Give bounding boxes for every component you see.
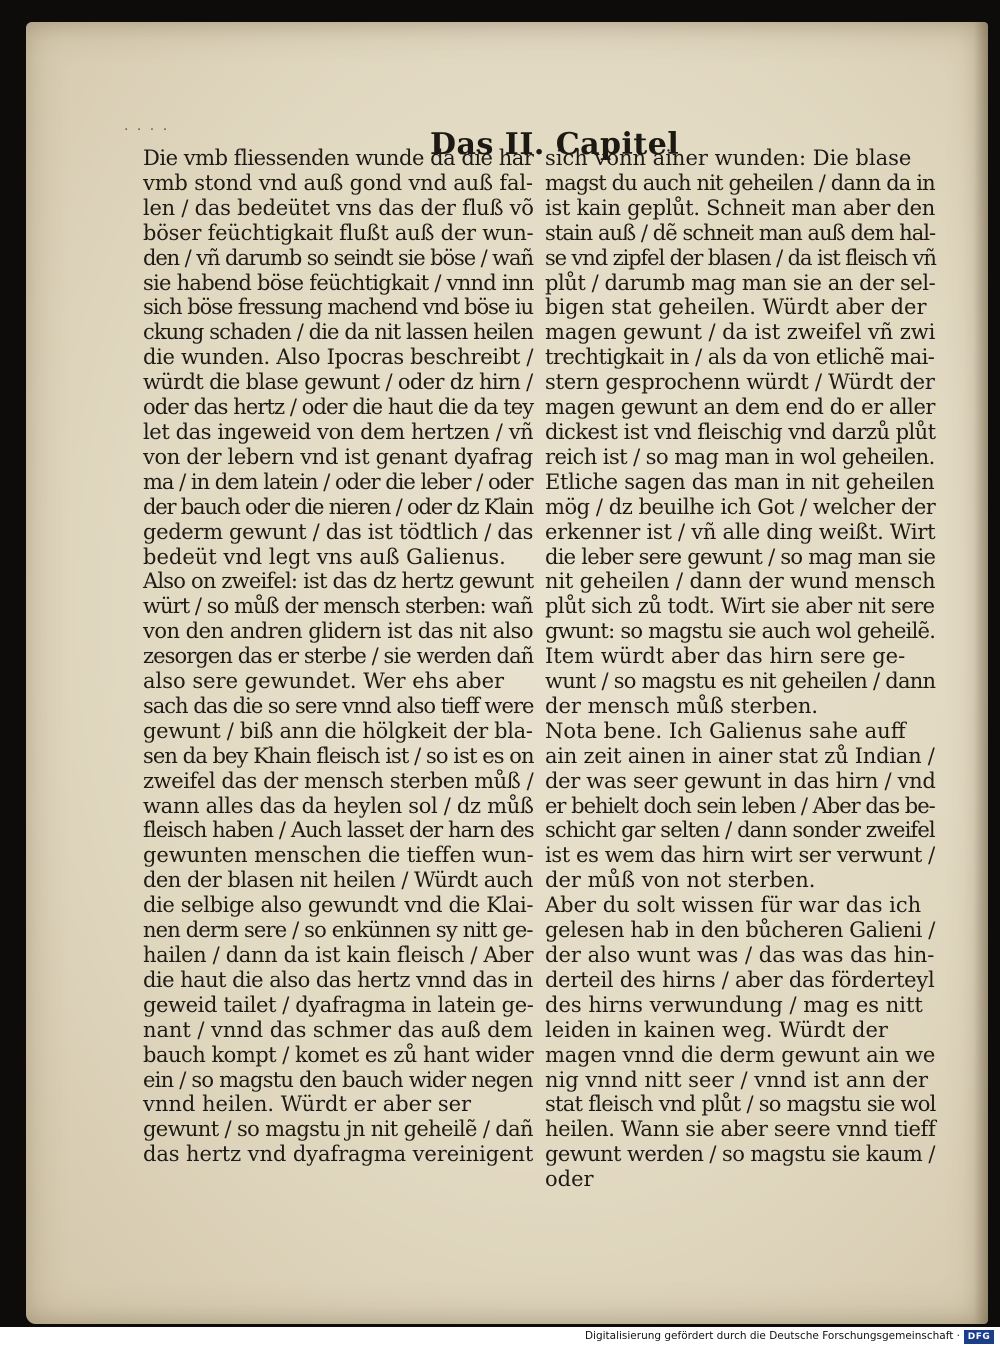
text-line: Also on zweifel: ist das dz hertz gewunt bbox=[143, 569, 534, 594]
text-line: stern gesprochenn würdt / Würdt der bbox=[545, 370, 935, 395]
text-line: let das ingeweid von dem hertzen / vñ bbox=[143, 419, 534, 444]
text-line: geweid tailet / dyafragma in latein ge- bbox=[143, 992, 534, 1017]
text-line: magen gewunt / da ist zweifel vñ zwi bbox=[545, 320, 936, 345]
text-line: ckung schaden / die da nit lassen heilen bbox=[143, 320, 534, 345]
text-line: den / vñ darumb so seindt sie böse / wañ bbox=[143, 245, 533, 270]
text-line: Item würdt aber das hirn sere ge- bbox=[545, 644, 906, 669]
text-line: der also wunt was / das was das hin- bbox=[545, 943, 935, 967]
text-line: die wunden. Also Ipocras beschreibt / bbox=[143, 345, 534, 370]
funding-credit: Digitalisierung gefördert durch die Deutsche Forschungsgemeinschaft · bbox=[584, 1330, 960, 1342]
text-line: die leber sere gewunt / so mag man sie bbox=[545, 544, 936, 569]
text-line: Die vmb fliessenden wunde da die har bbox=[143, 146, 534, 170]
text-line: ain zeit ainen in ainer stat zů Indian / bbox=[545, 743, 935, 768]
text-line: gewunt / so magstu jn nit geheilẽ / dañ bbox=[143, 1117, 533, 1142]
text-line: plůt / darumb mag man sie an der sel- bbox=[545, 270, 936, 295]
text-line: Etliche sagen das man in nit geheilen bbox=[545, 469, 935, 494]
text-line: des hirns verwundung / mag es nitt bbox=[545, 992, 923, 1017]
text-line: oder das hertz / oder die haut die da tey bbox=[143, 395, 534, 420]
text-line: nig vnnd nitt seer / vnnd ist ann der bbox=[545, 1067, 929, 1092]
text-line: gewunten menschen die tieffen wun- bbox=[143, 843, 534, 868]
text-line: schicht gar selten / dann sonder zweifel bbox=[545, 818, 935, 843]
text-line: bedeüt vnd legt vns auß Galienus. bbox=[143, 544, 506, 569]
text-line: se vnd zipfel der blasen / da ist fleisch vñ bbox=[545, 245, 936, 270]
text-line: stat fleisch vnd plůt / so magstu sie wol bbox=[545, 1092, 936, 1117]
text-line: das hertz vnd dyafragma vereinigent bbox=[143, 1142, 534, 1167]
text-line: der bauch oder die nieren / oder dz Klain bbox=[143, 494, 533, 519]
dfg-logo: DFG bbox=[964, 1330, 994, 1344]
text-line: stain auß / dẽ schneit man auß dem hal- bbox=[545, 220, 936, 245]
text-line: sich vonn ainer wunden: Die blase bbox=[545, 146, 912, 170]
text-line: erkenner ist / vñ alle ding weißt. Wirt bbox=[545, 519, 936, 544]
right-text-column bbox=[545, 146, 935, 1192]
text-line: wann alles das da heylen sol / dz můß bbox=[143, 793, 534, 818]
text-line: die haut die also das hertz vnnd das in bbox=[143, 967, 533, 992]
text-line: gwunt: so magstu sie auch wol geheilẽ. bbox=[545, 619, 936, 644]
text-line: leiden in kainen weg. Würdt der bbox=[545, 1017, 888, 1042]
text-line: ist es wem das hirn wirt ser verwunt / bbox=[545, 843, 935, 868]
text-line: nen derm sere / so enkünnen sy nitt ge- bbox=[143, 918, 533, 943]
text-line: vmb stond vnd auß gond vnd auß fal- bbox=[143, 170, 533, 195]
text-line: sich böse fressung machend vnd böse iu bbox=[143, 295, 533, 320]
text-line: von den andren glidern ist das nit also bbox=[143, 619, 534, 644]
text-line: sen da bey Khain fleisch ist / so ist es on bbox=[143, 743, 534, 768]
text-line: reich ist / so mag man in wol geheilen. bbox=[545, 444, 935, 469]
text-line: magen gewunt an dem end do er aller bbox=[545, 395, 935, 420]
text-line: also sere gewundet. Wer ehs aber bbox=[143, 669, 505, 694]
text-line: böser feüchtigkait flußt auß der wun- bbox=[143, 220, 534, 245]
text-line: trechtigkait in / als da von etlichẽ mai- bbox=[545, 345, 935, 370]
text-line: gewunt werden / so magstu sie kaum / bbox=[545, 1142, 935, 1167]
text-line: nant / vnnd das schmer das auß dem bbox=[143, 1017, 533, 1042]
text-line: bauch kompt / komet es zů hant wider bbox=[143, 1042, 534, 1067]
text-line: sie habend böse feüchtigkait / vnnd inn bbox=[143, 270, 534, 295]
text-line: magen vnnd die derm gewunt ain we bbox=[545, 1042, 936, 1067]
text-line: wunt / so magstu es nit geheilen / dann bbox=[545, 669, 936, 694]
text-line: die selbige also gewundt vnd die Klai- bbox=[143, 893, 534, 918]
text-line: zesorgen das er sterbe / sie werden dañ bbox=[143, 644, 534, 669]
text-line: oder bbox=[545, 1167, 594, 1192]
text-line: fleisch haben / Auch lasset der harn des bbox=[143, 818, 534, 843]
text-line: nit geheilen / dann der wund mensch bbox=[545, 569, 936, 594]
text-line: magst du auch nit geheilen / dann da in bbox=[545, 170, 935, 195]
text-line: bigen stat geheilen. Würdt aber der bbox=[545, 295, 927, 320]
chapter-heading: Das II. Capitel bbox=[430, 127, 680, 162]
text-line: würdt die blase gewunt / oder dz hirn / bbox=[143, 370, 533, 395]
text-line: len / das bedeütet vns das der fluß võ bbox=[143, 195, 534, 220]
text-line: der was seer gewunt in das hirn / vnd bbox=[545, 768, 936, 793]
text-line: er behielt doch sein leben / Aber das be- bbox=[545, 793, 935, 818]
text-line: ist kain geplůt. Schneit man aber den bbox=[545, 195, 935, 220]
text-line: gelesen hab in den bůcheren Galieni / bbox=[545, 918, 936, 943]
text-line: sach das die so sere vnnd also tieff were bbox=[143, 693, 534, 718]
text-line: ein / so magstu den bauch wider negen bbox=[143, 1067, 533, 1092]
text-line: plůt sich zů todt. Wirt sie aber nit sere bbox=[545, 594, 935, 619]
text-line: Aber du solt wissen für war das ich bbox=[545, 893, 922, 918]
text-line: den der blasen nit heilen / Würdt auch bbox=[143, 868, 533, 893]
text-line: vnnd heilen. Würdt er aber ser bbox=[143, 1092, 472, 1117]
text-line: hailen / dann da ist kain fleisch / Aber bbox=[143, 943, 534, 967]
text-line: Nota bene. Ich Galienus sahe auff bbox=[545, 718, 906, 743]
folio-marks: · · · · bbox=[124, 122, 170, 138]
left-text-column bbox=[143, 146, 533, 1167]
text-line: derteil des hirns / aber das förderteyl bbox=[545, 967, 935, 992]
text-line: würt / so můß der mensch sterben: wañ bbox=[143, 594, 533, 619]
text-line: ma / in dem latein / oder die leber / oder bbox=[143, 469, 533, 494]
text-line: gederm gewunt / das ist tödtlich / das bbox=[143, 519, 534, 544]
text-line: dickest ist vnd fleischig vnd darzů plůt bbox=[545, 419, 936, 444]
digitization-footer bbox=[0, 1327, 1000, 1347]
text-line: zweifel das der mensch sterben můß / bbox=[143, 768, 534, 793]
text-line: der mensch můß sterben. bbox=[545, 693, 819, 718]
text-line: heilen. Wann sie aber seere vnnd tieff bbox=[545, 1117, 936, 1142]
text-line: gewunt / biß ann die hölgkeit der bla- bbox=[143, 718, 533, 743]
text-line: der můß von not sterben. bbox=[545, 868, 816, 893]
text-line: von der lebern vnd ist genant dyafrag bbox=[143, 444, 533, 469]
text-line: mög / dz beuilhe ich Got / welcher der bbox=[545, 494, 936, 519]
